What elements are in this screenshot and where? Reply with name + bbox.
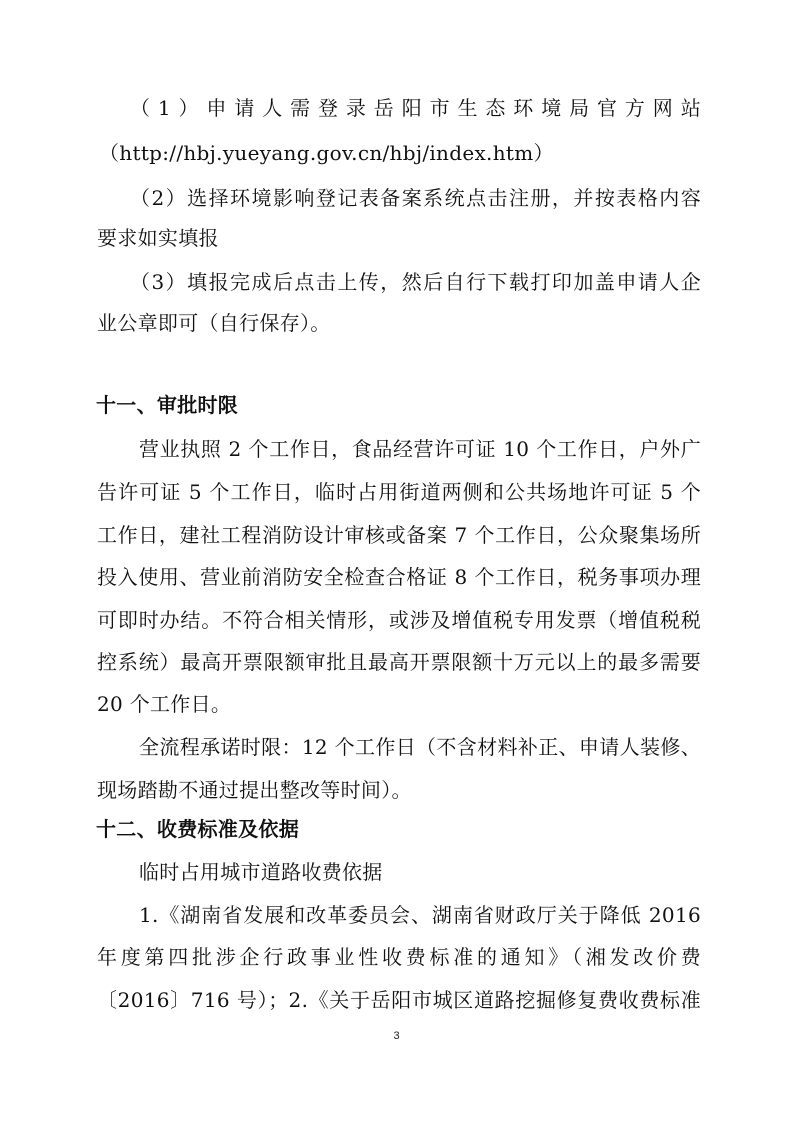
step-2-line: （2）选择环境影响登记表备案系统点击注册，并按表格内容 bbox=[130, 186, 701, 210]
fee-basis-subtitle: 临时占用城市道路收费依据 bbox=[139, 860, 383, 884]
fee-basis-line: 1.《湖南省发展和改革委员会、湖南省财政厅关于降低 2016 bbox=[139, 903, 701, 927]
approval-paragraph-line: 工作日，建社工程消防设计审核或备案 7 个工作日，公众聚集场所 bbox=[97, 523, 701, 547]
fee-basis-line: 年度第四批涉企行政事业性收费标准的通知》（湘发改价费 bbox=[97, 945, 701, 969]
step-1-line: （1）申请人需登录岳阳市生态环境局官方网站 bbox=[130, 96, 701, 120]
commitment-paragraph-line: 现场踏勘不通过提出整改等时间）。 bbox=[97, 778, 412, 802]
section-heading-fees: 十二、收费标准及依据 bbox=[96, 817, 299, 841]
approval-paragraph-line: 营业执照 2 个工作日，食品经营许可证 10 个工作日，户外广 bbox=[139, 437, 701, 461]
section-heading-approval-time: 十一、审批时限 bbox=[96, 393, 239, 417]
commitment-paragraph-line: 全流程承诺时限：12 个工作日（不含材料补正、申请人装修、 bbox=[139, 735, 701, 759]
approval-paragraph-line: 控系统）最高开票限额审批且最高开票限额十万元以上的最多需要 bbox=[97, 650, 701, 674]
approval-paragraph-line: 20 个工作日。 bbox=[97, 692, 232, 716]
approval-paragraph-line: 告许可证 5 个工作日，临时占用街道两侧和公共场地许可证 5 个 bbox=[97, 480, 701, 504]
website-url: （http://hbj.yueyang.gov.cn/hbj/index.htm） bbox=[99, 141, 554, 165]
page-number: 3 bbox=[393, 1030, 400, 1042]
step-3-line: （3）填报完成后点击上传，然后自行下载打印加盖申请人企 bbox=[130, 270, 701, 294]
approval-paragraph-line: 可即时办结。不符合相关情形，或涉及增值税专用发票（增值税税 bbox=[97, 608, 701, 632]
step-2-continuation: 要求如实填报 bbox=[97, 226, 219, 250]
step-3-continuation: 业公章即可（自行保存）。 bbox=[97, 311, 331, 335]
approval-paragraph-line: 投入使用、营业前消防安全检查合格证 8 个工作日，税务事项办理 bbox=[97, 565, 701, 589]
fee-basis-line: 〔2016〕716 号）；2.《关于岳阳市城区道路挖掘修复费收费标准 bbox=[97, 988, 701, 1012]
